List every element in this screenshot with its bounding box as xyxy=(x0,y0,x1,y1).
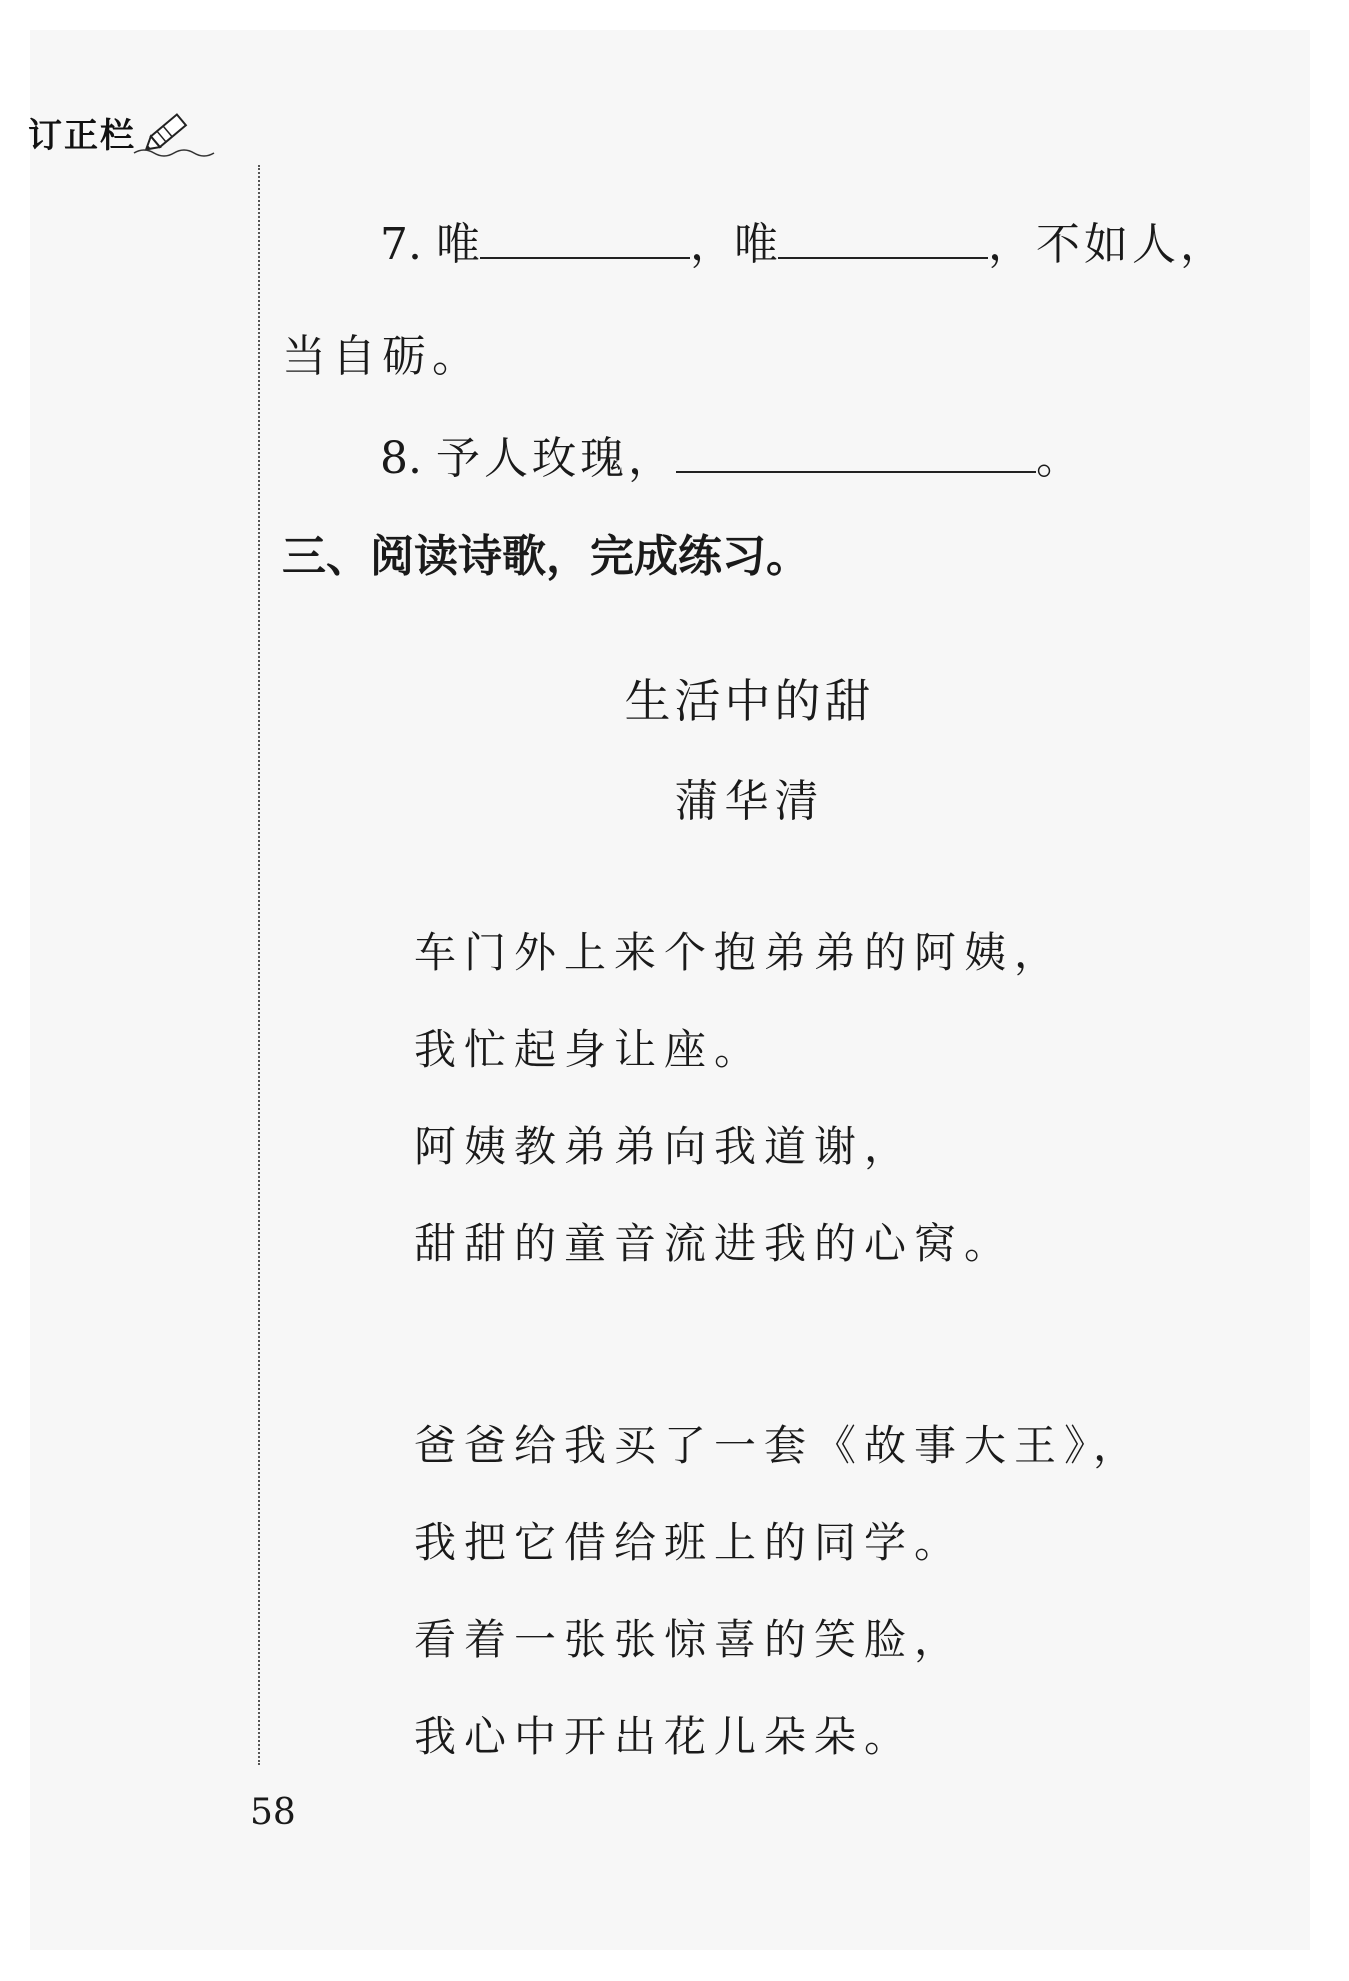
section-3-title: 三、阅读诗歌，完成练习。 xyxy=(282,531,810,582)
question-7-number: 7. xyxy=(380,219,422,270)
margin-divider xyxy=(258,165,260,1765)
question-7-continuation: 当自砺。 xyxy=(282,331,482,382)
question-7-text-3: ，不如人， xyxy=(987,219,1228,270)
question-8-end: 。 xyxy=(1035,433,1080,484)
question-7-blank-2[interactable] xyxy=(778,217,988,259)
question-8-line xyxy=(380,422,1080,486)
question-7-text-2: ，唯 xyxy=(689,219,778,270)
question-8-number: 8. xyxy=(380,433,422,484)
question-7-line xyxy=(380,208,1228,272)
poem-author: 蒲华清 xyxy=(674,776,825,827)
correction-column-label: 订正栏 xyxy=(28,116,136,156)
poem-line: 我忙起身让座。 xyxy=(414,1025,765,1074)
question-8-blank[interactable] xyxy=(676,431,1036,473)
poem-line: 看着一张张惊喜的笑脸， xyxy=(414,1615,965,1664)
poem-line: 我把它借给班上的同学。 xyxy=(414,1518,965,1567)
pencil-icon xyxy=(132,111,216,157)
poem-line: 车门外上来个抱弟弟的阿姨， xyxy=(414,928,1065,977)
poem-line: 阿姨教弟弟向我道谢， xyxy=(414,1122,915,1171)
question-8-text: 予人玫瑰， xyxy=(435,433,676,484)
poem-title: 生活中的甜 xyxy=(624,674,875,728)
poem-line: 甜甜的童音流进我的心窝。 xyxy=(414,1219,1015,1268)
poem-line: 我心中开出花儿朵朵。 xyxy=(414,1712,915,1761)
poem-line: 爸爸给我买了一套《故事大王》， xyxy=(414,1421,1144,1470)
question-7-text-1: 唯 xyxy=(435,219,480,270)
question-7-blank-1[interactable] xyxy=(480,217,690,259)
correction-column-header xyxy=(28,108,216,157)
page-number: 58 xyxy=(250,1792,296,1833)
